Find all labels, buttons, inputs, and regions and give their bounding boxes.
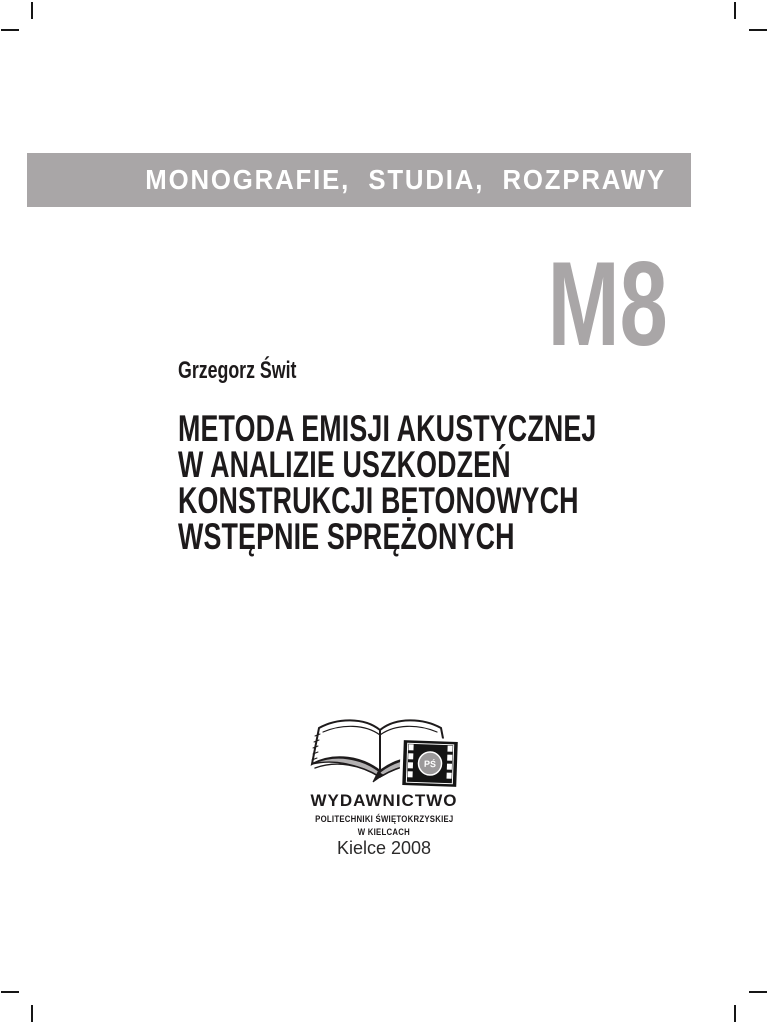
crop-mark-top-right-vertical [734,2,736,19]
crop-mark-bottom-right-horizontal [749,991,767,993]
series-banner [27,153,691,207]
book-title-line-2: W ANALIZIE USZKODZEŃ [178,444,511,485]
publisher-name: WYDAWNICTWO [310,791,458,810]
crop-mark-bottom-left-vertical [31,1005,33,1022]
publisher-logo-icon [307,714,461,790]
publisher-stamp-text: PŚ [423,758,437,770]
crop-mark-bottom-right-vertical [734,1005,736,1022]
publisher-affiliation-line1: POLITECHNIKI ŚWIĘTOKRZYSKIEJ [314,814,454,825]
crop-mark-top-left-vertical [31,2,33,19]
crop-mark-top-right-horizontal [749,29,767,31]
publisher-block [0,714,768,838]
series-banner-label: MONOGRAFIE, STUDIA, ROZPRAWY [145,164,666,195]
crop-mark-bottom-left-horizontal [1,991,19,993]
book-title-line-4: WSTĘPNIE SPRĘŻONYCH [178,516,515,557]
imprint-place-year: Kielce 2008 [336,838,432,858]
series-code: M8 [547,237,668,371]
crop-mark-top-left-horizontal [1,29,19,31]
book-title [178,408,597,557]
book-title-line-1: METODA EMISJI AKUSTYCZNEJ [178,408,597,449]
book-title-line-3: KONSTRUKCJI BETONOWYCH [178,480,579,521]
publisher-affiliation-line2: W KIELCACH [357,827,411,838]
author-name: Grzegorz Świt [178,357,297,384]
